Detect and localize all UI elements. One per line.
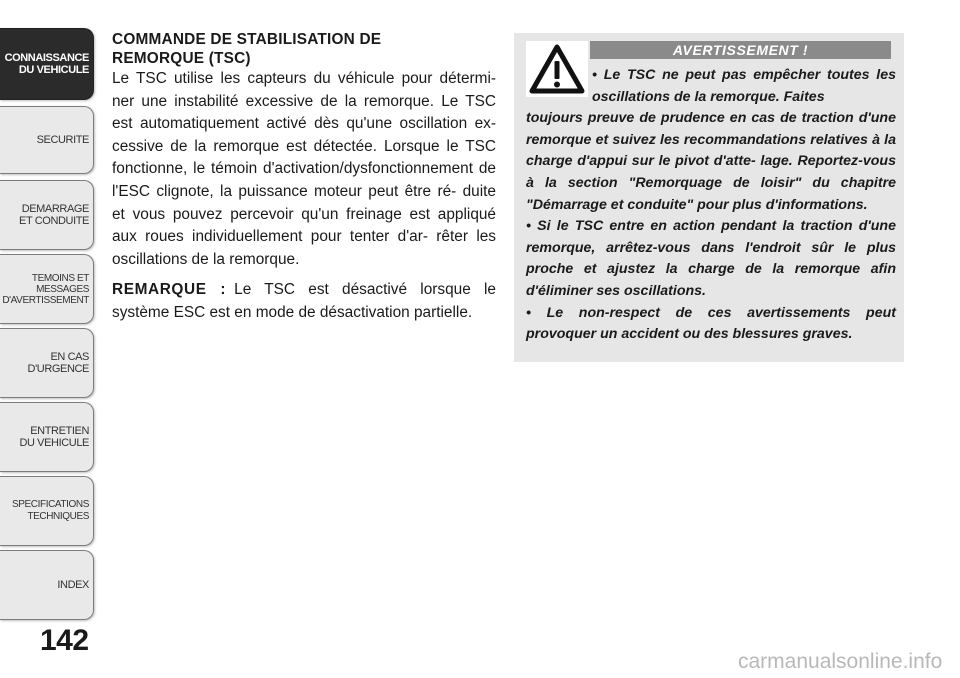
tab-demarrage-et-conduite[interactable]: DEMARRAGE ET CONDUITE [0,180,94,250]
warning-box [514,33,904,362]
tab-connaissance-du-vehicule[interactable]: CONNAISSANCE DU VEHICULE [0,28,94,100]
section-heading [112,30,496,68]
note-text: Le TSC est désactivé lorsque le système ESC est en mode de désactivation partielle. [112,281,496,321]
tab-en-cas-d-urgence[interactable]: EN CAS D'URGENCE [0,328,94,398]
section-content [112,30,496,325]
warning-item-1-start: • Le TSC ne peut pas empêcher toutes les oscillations de la remorque. Faites [592,67,896,105]
watermark: carmanualsonline.info [738,650,943,673]
warning-body [526,65,896,346]
page-number: 142 [40,624,89,657]
section-paragraph: Le TSC utilise les capteurs du véhicule pour détermi- ner une instabilité excessive de la remorque. Le TSC est automatiquement activé dès qu'une oscillation ex- cessive de la remorque est détectée. Lorsque le TSC fonctionne, le témoin d'activation/dysfonctionnement de l'ESC clignote, la puissance moteur peut être ré- duite et vous pouvez percevoir qu'un freinage est appliqué aux roues individuellement pour tenter d'ar- rêter les oscillations de la remorque. [112,70,496,268]
warning-item-2: • Si le TSC entre en action pendant la traction d'une remorque, arrêtez-vous dans l'endroit sûr le plus proche et ajustez la charge de la remorque afin d'éliminer ses oscillations. [526,218,896,299]
note-label: REMARQUE : [112,281,227,299]
section-heading-line2: REMORQUE (TSC) [112,50,251,67]
tab-temoins-et-messages[interactable]: TEMOINS ET MESSAGES D'AVERTISSEMENT [0,254,94,324]
tab-index[interactable]: INDEX [0,550,94,620]
tab-specifications-techniques[interactable]: SPECIFICATIONS TECHNIQUES [0,476,94,546]
note-paragraph [112,279,496,324]
tab-entretien-du-vehicule[interactable]: ENTRETIEN DU VEHICULE [0,402,94,472]
warning-item-1-rest: toujours preuve de prudence en cas de traction d'une remorque et suivez les recommandations relatives à la charge d'appui sur le pivot d'atte- lage. Reportez-vous à la section "Remorquage de loisir" du chapitre "Démarrage et conduite" pour plus d'informations. [526,110,896,213]
warning-item-3: • Le non-respect de ces avertissements peut provoquer un accident ou des blessures graves. [526,304,896,343]
tab-securite[interactable]: SECURITE [0,106,94,174]
warning-title: AVERTISSEMENT ! [590,41,891,59]
section-heading-line1: COMMANDE DE STABILISATION DE [112,31,382,48]
